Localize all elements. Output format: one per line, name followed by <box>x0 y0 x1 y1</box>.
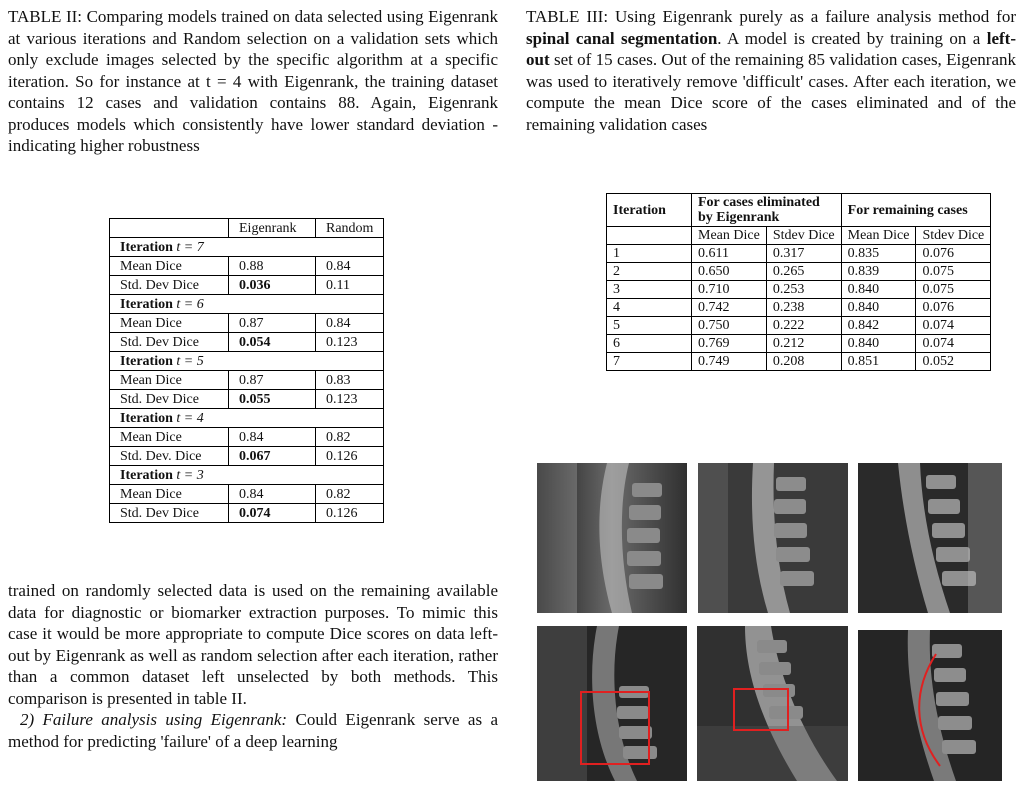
table-row <box>607 299 991 317</box>
paragraph: trained on randomly selected data is used on the remaining available data for diagnostic or biomarker extraction purposes. To mimic this case it would be more appropriate to compute Dice scores on data left-out by Eigenrank as well as random selection after each iteration, rather than a common dataset left unselected by both methods. This comparison is presented in table II. <box>8 581 498 708</box>
table-cell: 0.840 <box>841 299 916 317</box>
table-cell: 0.036 <box>229 276 316 295</box>
table3-caption <box>526 6 1016 135</box>
mri-image <box>858 630 1002 781</box>
table-cell: 0.074 <box>916 335 991 353</box>
table-cell: 0.123 <box>316 333 384 352</box>
section-t-value: t = 3 <box>176 467 204 483</box>
table-cell: Mean Dice <box>110 314 229 333</box>
table-cell: 0.839 <box>841 263 916 281</box>
table-cell: 3 <box>607 281 692 299</box>
mri-slice-graphic <box>537 626 687 781</box>
table-cell: 0.253 <box>766 281 841 299</box>
section-header <box>110 466 384 485</box>
table-row <box>607 335 991 353</box>
table-cell: Std. Dev Dice <box>110 276 229 295</box>
table-iii-body <box>607 245 991 371</box>
table-subheader-cell: Mean Dice <box>692 227 767 245</box>
table-subheader-row <box>607 227 991 245</box>
table-section-row <box>110 238 384 257</box>
table-cell: 0.317 <box>766 245 841 263</box>
table-cell: 0.052 <box>916 353 991 371</box>
section-title: Iteration <box>120 410 173 426</box>
section-title: Iteration <box>120 296 173 312</box>
table3-caption-bold: left-out <box>526 28 1017 69</box>
table-row <box>110 504 384 523</box>
table-header-cell: Eigenrank <box>229 219 316 238</box>
section-header <box>110 352 384 371</box>
table-header-cell: Iteration <box>607 194 692 227</box>
table-cell: 0.84 <box>316 257 384 276</box>
table-row <box>110 485 384 504</box>
table-section-row <box>110 295 384 314</box>
section-header <box>110 295 384 314</box>
table-cell: Std. Dev Dice <box>110 333 229 352</box>
table-cell <box>607 227 692 245</box>
table-cell: 0.265 <box>766 263 841 281</box>
mri-image <box>537 463 687 613</box>
mri-slice-graphic <box>537 463 687 613</box>
table-cell: 0.84 <box>316 314 384 333</box>
table-row <box>607 281 991 299</box>
table-cell: 0.611 <box>692 245 767 263</box>
table3-caption-part: set of 15 cases. Out of the remaining 85 validation cases, Eigenrank was used to iteratively remove 'difficult' cases. After each iteration, we compute the mean Dice score of the cases eliminated and of the remaining validation cases <box>526 50 1016 134</box>
table-cell: Mean Dice <box>110 257 229 276</box>
table-cell: 0.750 <box>692 317 767 335</box>
table-ii <box>109 218 384 523</box>
table3-caption-label: TABLE III: <box>526 7 609 26</box>
section-header <box>110 409 384 428</box>
table-cell: 0.835 <box>841 245 916 263</box>
paragraph-text: Could Eigenrank serve as a method for predicting 'failure' of a deep learning <box>8 710 499 751</box>
table-cell: Std. Dev Dice <box>110 504 229 523</box>
table-section-row <box>110 352 384 371</box>
table-cell: Mean Dice <box>110 485 229 504</box>
table-header-cell: For cases eliminated by Eigenrank <box>692 194 842 227</box>
section-t-value: t = 6 <box>176 296 204 312</box>
left-column <box>8 6 498 157</box>
mri-image <box>537 626 687 781</box>
table-cell: 0.075 <box>916 281 991 299</box>
section-t-value: t = 4 <box>176 410 204 426</box>
table-cell: 1 <box>607 245 692 263</box>
section-t-value: t = 5 <box>176 353 204 369</box>
table-cell: 0.88 <box>229 257 316 276</box>
table-row <box>607 263 991 281</box>
table-cell: 0.054 <box>229 333 316 352</box>
table-cell: 0.126 <box>316 504 384 523</box>
table-cell: 0.222 <box>766 317 841 335</box>
table-header-cell <box>110 219 229 238</box>
table-cell: 0.650 <box>692 263 767 281</box>
section-header <box>110 238 384 257</box>
table-header-cell: Random <box>316 219 384 238</box>
body-text <box>8 580 498 752</box>
mri-slice-graphic <box>858 630 1002 781</box>
table-section-row <box>110 466 384 485</box>
table-iii <box>606 193 991 371</box>
table-row <box>110 257 384 276</box>
table3-caption-part: Using Eigenrank purely as a failure analysis method for <box>614 7 1016 26</box>
table-row <box>110 371 384 390</box>
table-cell: 0.84 <box>229 485 316 504</box>
table-cell: 0.055 <box>229 390 316 409</box>
table-cell: 2 <box>607 263 692 281</box>
table-cell: 0.82 <box>316 485 384 504</box>
table2-caption <box>8 6 498 157</box>
table-row <box>607 245 991 263</box>
section-title: Iteration <box>120 239 173 255</box>
mri-image <box>858 463 1002 613</box>
table-cell: 0.87 <box>229 371 316 390</box>
table-cell: 4 <box>607 299 692 317</box>
table-cell: Std. Dev Dice <box>110 390 229 409</box>
mri-image <box>697 626 848 781</box>
table-cell: 7 <box>607 353 692 371</box>
table-cell: 0.82 <box>316 428 384 447</box>
mri-slice-graphic <box>858 463 1002 613</box>
table-row <box>110 390 384 409</box>
table-row <box>110 276 384 295</box>
table-cell: 0.11 <box>316 276 384 295</box>
section-t-value: t = 7 <box>176 239 204 255</box>
table-cell: 0.126 <box>316 447 384 466</box>
table-ii-body <box>110 238 384 523</box>
table-cell: 0.851 <box>841 353 916 371</box>
table-subheader-cell: Stdev Dice <box>766 227 841 245</box>
section-title: Iteration <box>120 467 173 483</box>
mri-image <box>698 463 848 613</box>
table-cell: 0.067 <box>229 447 316 466</box>
table-cell: Mean Dice <box>110 371 229 390</box>
mri-slice-graphic <box>698 463 848 613</box>
table2-caption-label: TABLE II: <box>8 7 83 26</box>
table-cell: 0.075 <box>916 263 991 281</box>
table3-caption-bold: spinal canal segmentation <box>526 28 718 48</box>
table3-caption-part: . A model is created by training on a <box>717 28 981 48</box>
right-column <box>526 6 1016 135</box>
table-cell: 0.238 <box>766 299 841 317</box>
table-row <box>607 353 991 371</box>
table-cell: 0.076 <box>916 245 991 263</box>
paragraph <box>8 709 498 752</box>
table-cell: 0.710 <box>692 281 767 299</box>
table-header-cell: For remaining cases <box>841 194 991 227</box>
table-cell: 0.84 <box>229 428 316 447</box>
table-subheader-cell: Stdev Dice <box>916 227 991 245</box>
table-row <box>110 333 384 352</box>
mri-slice-graphic <box>697 626 848 781</box>
table-cell: 0.83 <box>316 371 384 390</box>
table-cell: 0.749 <box>692 353 767 371</box>
table-cell: 0.840 <box>841 281 916 299</box>
table-row <box>607 317 991 335</box>
table-row <box>110 314 384 333</box>
table2-caption-text: Comparing models trained on data selected using Eigenrank at various iterations and Random selection on a validation sets which only exclude images selected by the specific algorithm at a specific iteration. So for instance at t = 4 with Eigenrank, the training dataset contains 12 cases and validation contains 88. Again, Eigenrank produces models which consistently have lower standard deviation - indicating higher robustness <box>8 7 499 155</box>
table-cell: 0.769 <box>692 335 767 353</box>
table-cell: 0.87 <box>229 314 316 333</box>
table-cell: 0.123 <box>316 390 384 409</box>
table-cell: 5 <box>607 317 692 335</box>
table-cell: 6 <box>607 335 692 353</box>
table-header-row <box>607 194 991 227</box>
table-cell: Mean Dice <box>110 428 229 447</box>
table-subheader-cell: Mean Dice <box>841 227 916 245</box>
table-cell: 0.840 <box>841 335 916 353</box>
table-cell: 0.742 <box>692 299 767 317</box>
table-row <box>110 447 384 466</box>
table-cell: Std. Dev. Dice <box>110 447 229 466</box>
subsection-heading: 2) Failure analysis using Eigenrank: <box>20 710 288 729</box>
section-title: Iteration <box>120 353 173 369</box>
table-cell: 0.842 <box>841 317 916 335</box>
table-cell: 0.208 <box>766 353 841 371</box>
table-cell: 0.074 <box>916 317 991 335</box>
table-row <box>110 428 384 447</box>
table-cell: 0.212 <box>766 335 841 353</box>
table-cell: 0.076 <box>916 299 991 317</box>
table-cell: 0.074 <box>229 504 316 523</box>
table-header-row <box>110 219 384 238</box>
table-section-row <box>110 409 384 428</box>
